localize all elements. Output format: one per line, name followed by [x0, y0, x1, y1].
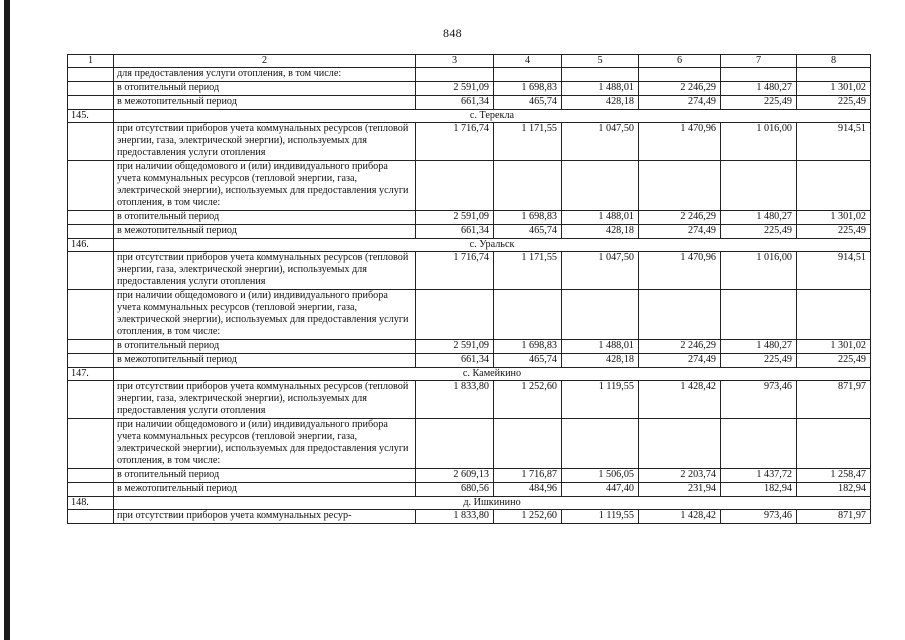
tariff-cell: 428,18 — [562, 225, 639, 239]
row-description: в отопительный период — [114, 82, 416, 96]
row-description: в межотопительный период — [114, 483, 416, 497]
table-row — [68, 161, 871, 211]
tariff-cell: 1 480,27 — [721, 340, 797, 354]
tariff-cell — [639, 419, 721, 469]
row-description: в отопительный период — [114, 211, 416, 225]
tariff-cell — [797, 161, 871, 211]
tariff-cell: 1 301,02 — [797, 82, 871, 96]
settlement-name: с. Камейкино — [114, 368, 871, 381]
tariff-cell: 661,34 — [416, 96, 494, 110]
tariff-cell: 680,56 — [416, 483, 494, 497]
tariff-cell: 1 716,87 — [494, 469, 562, 483]
tariff-cell: 225,49 — [721, 225, 797, 239]
tariff-cell — [797, 290, 871, 340]
tariff-cell: 871,97 — [797, 510, 871, 524]
tariff-cell: 1 016,00 — [721, 252, 797, 290]
settlement-row — [68, 368, 871, 381]
row-number — [68, 419, 114, 469]
table-row — [68, 211, 871, 225]
tariff-cell — [721, 290, 797, 340]
tariff-cell — [416, 290, 494, 340]
tariff-cell: 1 488,01 — [562, 82, 639, 96]
tariff-cell: 1 016,00 — [721, 123, 797, 161]
tariff-cell: 2 246,29 — [639, 211, 721, 225]
tariff-cell: 1 171,55 — [494, 123, 562, 161]
row-number — [68, 252, 114, 290]
row-description: в межотопительный период — [114, 96, 416, 110]
tariff-cell: 1 698,83 — [494, 340, 562, 354]
tariff-cell: 1 119,55 — [562, 510, 639, 524]
tariff-cell: 1 252,60 — [494, 381, 562, 419]
column-header: 6 — [639, 55, 721, 68]
tariff-cell: 2 246,29 — [639, 82, 721, 96]
table-row — [68, 340, 871, 354]
tariff-cell — [562, 419, 639, 469]
tariff-cell: 274,49 — [639, 225, 721, 239]
tariff-cell: 225,49 — [797, 96, 871, 110]
settlement-row — [68, 497, 871, 510]
settlement-name: д. Ишкинино — [114, 497, 871, 510]
tariff-cell: 274,49 — [639, 354, 721, 368]
tariff-cell: 1 716,74 — [416, 252, 494, 290]
tariff-cell: 1 506,05 — [562, 469, 639, 483]
tariff-cell: 274,49 — [639, 96, 721, 110]
tariff-cell: 484,96 — [494, 483, 562, 497]
row-description: при отсутствии приборов учета коммунальных ресур- — [114, 510, 416, 524]
tariff-cell: 1 437,72 — [721, 469, 797, 483]
settlement-row — [68, 110, 871, 123]
table-row — [68, 123, 871, 161]
tariff-cell — [416, 161, 494, 211]
tariff-cell: 428,18 — [562, 354, 639, 368]
tariff-cell — [797, 419, 871, 469]
tariff-cell — [721, 419, 797, 469]
row-number: 145. — [68, 110, 114, 123]
tariff-cell — [639, 290, 721, 340]
table-row — [68, 290, 871, 340]
tariff-cell: 1 488,01 — [562, 211, 639, 225]
tariff-cell: 447,40 — [562, 483, 639, 497]
settlement-row — [68, 239, 871, 252]
table-row — [68, 483, 871, 497]
tariff-cell — [639, 161, 721, 211]
row-number — [68, 82, 114, 96]
tariff-cell: 1 480,27 — [721, 82, 797, 96]
row-number — [68, 340, 114, 354]
tariff-cell: 428,18 — [562, 96, 639, 110]
tariff-cell: 2 591,09 — [416, 211, 494, 225]
tariff-table — [67, 54, 871, 524]
tariff-cell: 2 591,09 — [416, 82, 494, 96]
row-description: при наличии общедомового и (или) индивидуального прибора учета коммунальных ресурсов (тепловой энергии, газа, электрической энергии), используемых для предоставления услуги отопления, в том числе: — [114, 419, 416, 469]
column-header: 3 — [416, 55, 494, 68]
table-row — [68, 68, 871, 82]
column-header: 8 — [797, 55, 871, 68]
tariff-cell: 1 171,55 — [494, 252, 562, 290]
scan-left-edge — [4, 0, 10, 640]
tariff-cell: 973,46 — [721, 381, 797, 419]
tariff-cell: 1 480,27 — [721, 211, 797, 225]
tariff-cell: 1 119,55 — [562, 381, 639, 419]
tariff-cell — [494, 290, 562, 340]
tariff-cell: 1 716,74 — [416, 123, 494, 161]
tariff-cell: 2 246,29 — [639, 340, 721, 354]
tariff-cell: 1 252,60 — [494, 510, 562, 524]
tariff-cell: 1 258,47 — [797, 469, 871, 483]
tariff-cell — [797, 68, 871, 82]
table-row — [68, 96, 871, 110]
tariff-cell: 1 047,50 — [562, 252, 639, 290]
tariff-cell: 1 470,96 — [639, 252, 721, 290]
row-number — [68, 161, 114, 211]
row-number — [68, 381, 114, 419]
row-number — [68, 96, 114, 110]
tariff-cell: 1 428,42 — [639, 510, 721, 524]
column-header: 7 — [721, 55, 797, 68]
row-description: при отсутствии приборов учета коммунальных ресурсов (тепловой энергии, газа, электрической энергии), используемых для предоставления услуги отопления — [114, 123, 416, 161]
tariff-cell: 465,74 — [494, 354, 562, 368]
tariff-cell: 1 698,83 — [494, 82, 562, 96]
tariff-cell: 1 047,50 — [562, 123, 639, 161]
tariff-cell: 1 301,02 — [797, 340, 871, 354]
tariff-cell: 225,49 — [797, 354, 871, 368]
tariff-cell — [416, 419, 494, 469]
tariff-cell: 465,74 — [494, 96, 562, 110]
tariff-cell: 973,46 — [721, 510, 797, 524]
tariff-cell: 1 470,96 — [639, 123, 721, 161]
settlement-name: с. Терекла — [114, 110, 871, 123]
tariff-cell: 225,49 — [721, 96, 797, 110]
row-description: в межотопительный период — [114, 354, 416, 368]
table-row — [68, 469, 871, 483]
tariff-cell: 871,97 — [797, 381, 871, 419]
table-body — [68, 55, 871, 524]
row-number: 147. — [68, 368, 114, 381]
tariff-cell — [494, 68, 562, 82]
row-number — [68, 225, 114, 239]
row-number — [68, 211, 114, 225]
row-number: 148. — [68, 497, 114, 510]
column-header: 1 — [68, 55, 114, 68]
table-row — [68, 252, 871, 290]
table-row — [68, 354, 871, 368]
tariff-cell: 1 301,02 — [797, 211, 871, 225]
row-description: при отсутствии приборов учета коммунальных ресурсов (тепловой энергии, газа, электрической энергии), используемых для предоставления услуги отопления — [114, 381, 416, 419]
row-number — [68, 354, 114, 368]
table-row — [68, 419, 871, 469]
tariff-cell: 914,51 — [797, 123, 871, 161]
tariff-cell: 2 591,09 — [416, 340, 494, 354]
tariff-cell — [562, 290, 639, 340]
tariff-cell — [416, 68, 494, 82]
settlement-name: с. Уральск — [114, 239, 871, 252]
tariff-cell: 661,34 — [416, 354, 494, 368]
row-number: 146. — [68, 239, 114, 252]
tariff-cell: 182,94 — [797, 483, 871, 497]
row-description: при наличии общедомового и (или) индивидуального прибора учета коммунальных ресурсов (тепловой энергии, газа, электрической энергии), используемых для предоставления услуги отопления, в том числе: — [114, 161, 416, 211]
table-row — [68, 82, 871, 96]
tariff-cell: 182,94 — [721, 483, 797, 497]
table-row — [68, 510, 871, 524]
tariff-cell: 1 698,83 — [494, 211, 562, 225]
table-row — [68, 381, 871, 419]
tariff-cell: 465,74 — [494, 225, 562, 239]
row-description: при наличии общедомового и (или) индивидуального прибора учета коммунальных ресурсов (тепловой энергии, газа, электрической энергии), используемых для предоставления услуги отопления, в том числе: — [114, 290, 416, 340]
table-header-row — [68, 55, 871, 68]
tariff-cell: 231,94 — [639, 483, 721, 497]
tariff-cell: 1 488,01 — [562, 340, 639, 354]
tariff-cell — [562, 161, 639, 211]
row-description: в отопительный период — [114, 469, 416, 483]
row-number — [68, 290, 114, 340]
column-header: 2 — [114, 55, 416, 68]
tariff-cell: 1 833,80 — [416, 510, 494, 524]
row-number — [68, 68, 114, 82]
tariff-cell: 2 203,74 — [639, 469, 721, 483]
row-description: для предоставления услуги отопления, в том числе: — [114, 68, 416, 82]
tariff-cell: 225,49 — [797, 225, 871, 239]
tariff-cell: 1 428,42 — [639, 381, 721, 419]
row-description: в отопительный период — [114, 340, 416, 354]
tariff-cell: 661,34 — [416, 225, 494, 239]
tariff-cell — [639, 68, 721, 82]
column-header: 4 — [494, 55, 562, 68]
page-number: 848 — [443, 26, 462, 40]
row-description: в межотопительный период — [114, 225, 416, 239]
tariff-cell — [562, 68, 639, 82]
table-row — [68, 225, 871, 239]
row-number — [68, 510, 114, 524]
row-description: при отсутствии приборов учета коммунальных ресурсов (тепловой энергии, газа, электрической энергии), используемых для предоставления услуги отопления — [114, 252, 416, 290]
tariff-cell — [721, 161, 797, 211]
tariff-cell: 2 609,13 — [416, 469, 494, 483]
row-number — [68, 469, 114, 483]
tariff-cell — [721, 68, 797, 82]
tariff-cell: 1 833,80 — [416, 381, 494, 419]
row-number — [68, 483, 114, 497]
tariff-cell: 914,51 — [797, 252, 871, 290]
tariff-cell — [494, 161, 562, 211]
tariff-cell: 225,49 — [721, 354, 797, 368]
tariff-cell — [494, 419, 562, 469]
column-header: 5 — [562, 55, 639, 68]
row-number — [68, 123, 114, 161]
